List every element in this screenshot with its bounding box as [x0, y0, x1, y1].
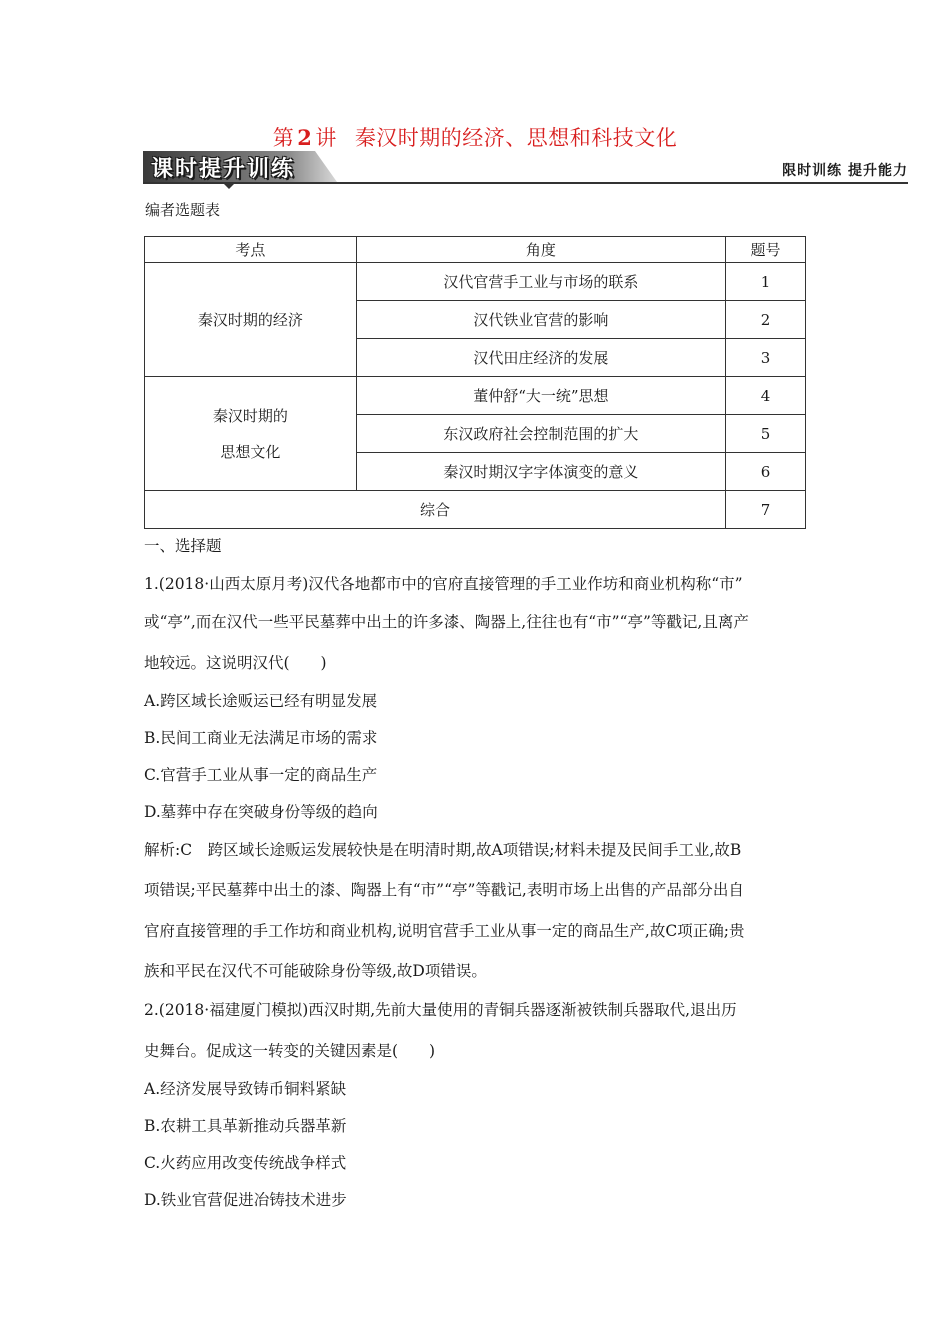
header-topic: 考点: [145, 237, 357, 263]
summary-label: 综合: [145, 491, 726, 529]
table-label: 编者选题表: [145, 201, 221, 219]
header-angle: 角度: [356, 237, 725, 263]
q1-option-d: D.墓葬中存在突破身份等级的趋向: [144, 803, 378, 821]
header-rule: [143, 182, 908, 184]
number-cell: 3: [726, 339, 806, 377]
q1-analysis-line: 官府直接管理的手工作坊和商业机构,说明官营手工业从事一定的商品生产,故C项正确;贵: [144, 922, 745, 940]
angle-cell: 董仲舒“大一统”思想: [356, 377, 725, 415]
angle-cell: 汉代田庄经济的发展: [356, 339, 725, 377]
title-number: 2: [297, 125, 313, 150]
number-cell: 1: [726, 263, 806, 301]
table-row: [145, 377, 806, 415]
q1-line: 地较远。这说明汉代( ): [144, 654, 327, 672]
q1-option-a: A.跨区域长途贩运已经有明显发展: [144, 692, 378, 710]
q1-line: 或“亭”,而在汉代一些平民墓葬中出土的许多漆、陶器上,往往也有“市”“亭”等戳记,且离产: [144, 613, 749, 631]
q1-analysis-line: 解析:C 跨区域长途贩运发展较快是在明清时期,故A项错误;材料未提及民间手工业,故B: [144, 841, 742, 859]
title-subject: 秦汉时期的经济、思想和科技文化: [354, 126, 678, 150]
number-cell: 2: [726, 301, 806, 339]
topic-line: 思想文化: [220, 442, 281, 461]
header-number: 题号: [726, 237, 806, 263]
angle-cell: 东汉政府社会控制范围的扩大: [356, 415, 725, 453]
q2-option-c: C.火药应用改变传统战争样式: [144, 1154, 347, 1172]
q2-option-b: B.农耕工具革新推动兵器革新: [144, 1117, 347, 1135]
number-cell: 5: [726, 415, 806, 453]
q1-line: 1.(2018·山西太原月考)汉代各地都市中的官府直接管理的手工业作坊和商业机构称“市”: [144, 575, 743, 593]
title-prefix: 第: [272, 126, 295, 150]
q1-analysis-line: 项错误;平民墓葬中出土的漆、陶器上有“市”“亭”等戳记,表明市场上出售的产品部分出自: [144, 881, 744, 899]
number-cell: 7: [726, 491, 806, 529]
q2-line: 史舞台。促成这一转变的关键因素是( ): [144, 1042, 436, 1060]
angle-cell: 秦汉时期汉字字体演变的意义: [356, 453, 725, 491]
q1-analysis-line: 族和平民在汉代不可能破除身份等级,故D项错误。: [144, 962, 487, 980]
banner-slogan: 限时训练 提升能力: [782, 163, 908, 179]
topic-line: 秦汉时期的: [212, 406, 288, 425]
q1-option-b: B.民间工商业无法满足市场的需求: [144, 729, 378, 747]
section-heading: 一、选择题: [144, 537, 222, 555]
angle-cell: 汉代铁业官营的影响: [356, 301, 725, 339]
number-cell: 6: [726, 453, 806, 491]
q2-line: 2.(2018·福建厦门模拟)西汉时期,先前大量使用的青铜兵器逐渐被铁制兵器取代,退出历: [144, 1001, 737, 1019]
page-title: [0, 122, 950, 152]
table-header-row: [145, 237, 806, 263]
angle-cell: 汉代官营手工业与市场的联系: [356, 263, 725, 301]
topic-table: [144, 236, 806, 529]
q2-option-a: A.经济发展导致铸币铜料紧缺: [144, 1080, 347, 1098]
section-banner: [143, 151, 337, 182]
q2-option-d: D.铁业官营促进冶铸技术进步: [144, 1191, 347, 1209]
topic-cell: 秦汉时期的经济: [145, 263, 357, 377]
header-rule-notch: [222, 182, 236, 189]
table-row: [145, 263, 806, 301]
topic-cell: [145, 377, 357, 491]
title-suffix: 讲: [315, 126, 337, 150]
banner-title: 课时提升训练: [151, 157, 296, 182]
number-cell: 4: [726, 377, 806, 415]
q1-option-c: C.官营手工业从事一定的商品生产: [144, 766, 378, 784]
table-summary-row: [145, 491, 806, 529]
